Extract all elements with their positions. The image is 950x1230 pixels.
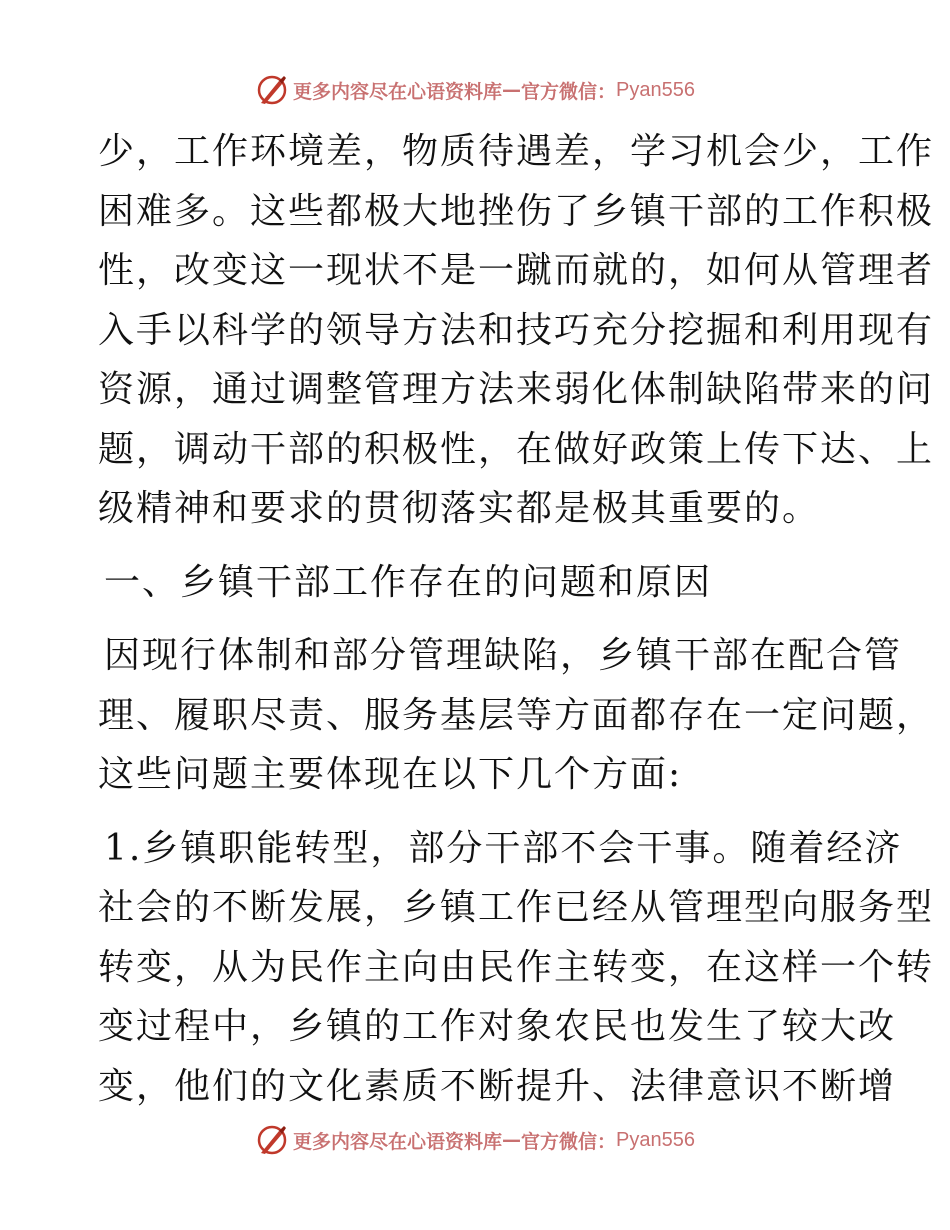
text-line: 1.乡镇职能转型，部分干部不会干事。随着经济 (104, 827, 903, 869)
text-line: 性，改变这一现状不是一蹴而就的，如何从管理者 (98, 250, 935, 291)
point-1-paragraph (98, 819, 903, 879)
text-line: 资源，通过调整管理方法来弱化体制缺陷带来的问 (98, 369, 935, 410)
point-1-paragraph-cont (98, 878, 935, 1116)
heading-text: 一、乡镇干部工作存在的问题和原因 (104, 561, 713, 603)
watermark-banner-bottom (0, 1120, 950, 1160)
text-line: 因现行体制和部分管理缺陷，乡镇干部在配合管 (104, 635, 903, 676)
text-line: 这些问题主要体现在以下几个方面: (98, 754, 683, 795)
text-line: 少，工作环境差，物质待遇差，学习机会少，工作 (98, 131, 935, 172)
watermark-site-text: 更多内容尽在心语资料库 (293, 1130, 503, 1153)
watermark-site-text: 更多内容尽在心语资料库 (293, 80, 503, 103)
watermark-wechat-id: Pyan556 (616, 1128, 695, 1151)
watermark-wechat-label: 官方微信： (521, 80, 617, 103)
text-line: 变过程中，乡镇的工作对象农民也发生了较大改 (98, 1006, 897, 1047)
section-intro-paragraph-cont (98, 686, 935, 805)
text-line: 困难多。这些都极大地挫伤了乡镇干部的工作积极 (98, 190, 935, 232)
quill-pen-icon (255, 73, 289, 107)
text-line: 级精神和要求的贯彻落实都是极其重要的。 (98, 488, 821, 529)
intro-paragraph (98, 122, 935, 539)
text-line: 题，调动干部的积极性，在做好政策上传下达、上 (98, 428, 935, 470)
watermark-separator: — (502, 1129, 522, 1151)
text-line: 转变，从为民作主向由民作主转变，在这样一个转 (98, 946, 935, 988)
text-line: 变，他们的文化素质不断提升、法律意识不断增 (98, 1065, 897, 1107)
section-intro-paragraph (98, 626, 903, 686)
watermark-separator: — (502, 79, 522, 101)
watermark-banner-top (0, 70, 950, 110)
document-body (98, 122, 935, 1116)
watermark-wechat-label: 官方微信： (521, 1130, 617, 1153)
text-line: 理、履职尽责、服务基层等方面都存在一定问题， (98, 694, 935, 736)
watermark-wechat-id: Pyan556 (616, 78, 695, 101)
section-heading (98, 553, 858, 613)
text-line: 入手以科学的领导方法和技巧充分挖掘和利用现有 (98, 309, 935, 351)
text-line: 社会的不断发展，乡镇工作已经从管理型向服务型 (98, 887, 935, 928)
quill-pen-icon (255, 1123, 289, 1157)
